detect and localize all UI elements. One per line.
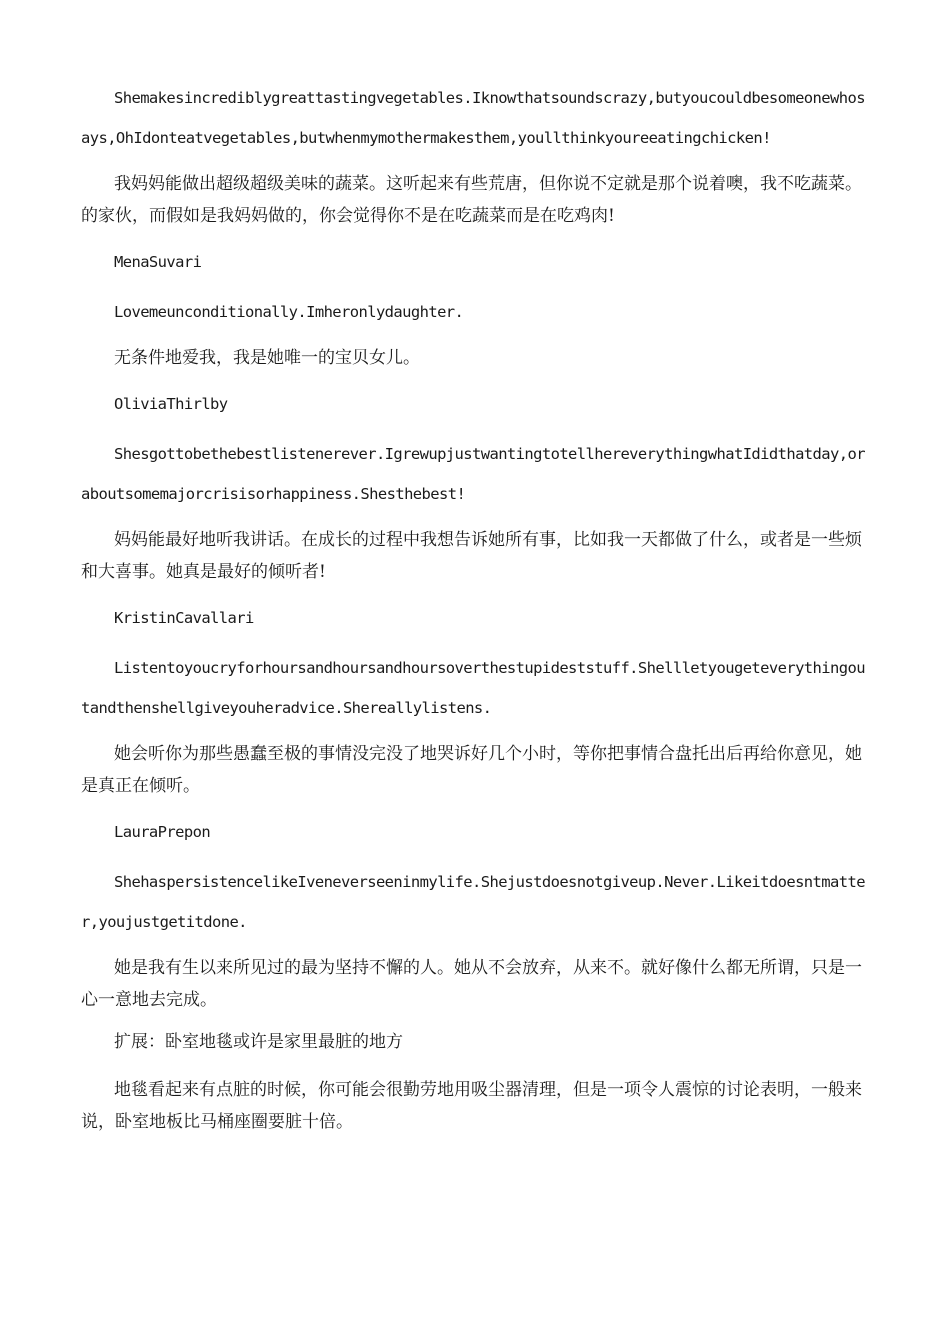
english-paragraph: Lovemeunconditionally.Imheronlydaughter. [114,303,464,321]
chinese-paragraph: 地毯看起来有点脏的时候，你可能会很勤劳地用吸尘器清理，但是一项令人震惊的讨论表明，一般来说，卧室地板比马桶座圈要脏十倍。 [81,1080,862,1132]
person-name: OliviaThirlby [114,395,228,413]
english-paragraph: Listentoyoucryforhoursandhoursandhoursoverthestupideststuff.Shellletyougeteverythingoutandthenshellgiveyouheradvice.Shereallylistens. [81,659,865,717]
chinese-paragraph: 她会听你为那些愚蠢至极的事情没完没了地哭诉好几个小时，等你把事情合盘托出后再给你意见，她是真正在倾听。 [81,744,862,796]
section-heading: 扩展：卧室地毯或许是家里最脏的地方 [114,1032,403,1052]
english-paragraph: Shemakesincrediblygreattastingvegetables.Iknowthatsoundscrazy,butyoucouldbesomeonewhosays,OhIdonteatvegetables,butwhenmymothermakesthem,youllthinkyoureeatingchicken! [81,89,865,147]
chinese-paragraph: 她是我有生以来所见过的最为坚持不懈的人。她从不会放弃，从来不。就好像什么都无所谓，只是一心一意地去完成。 [81,958,862,1010]
person-name: MenaSuvari [114,253,202,271]
person-name: LauraPrepon [114,823,211,841]
chinese-paragraph: 我妈妈能做出超级超级美味的蔬菜。这听起来有些荒唐，但你说不定就是那个说着噢，我不吃蔬菜。的家伙，而假如是我妈妈做的，你会觉得你不是在吃蔬菜而是在吃鸡肉! [81,174,862,226]
english-paragraph: Shesgottobethebestlistenerever.IgrewupjustwantingtotellhereverythingwhatIdidthatday,oraboutsomemajorcrisisorhappiness.Shesthebest! [81,445,865,503]
chinese-paragraph: 无条件地爱我，我是她唯一的宝贝女儿。 [114,348,420,368]
document-body [81,78,869,1138]
english-paragraph: ShehaspersistencelikeIveneverseeninmylife.Shejustdoesnotgiveup.Never.Likeitdoesntmatter,youjustgetitdone. [81,873,865,931]
chinese-paragraph: 妈妈能最好地听我讲话。在成长的过程中我想告诉她所有事，比如我一天都做了什么，或者是一些烦和大喜事。她真是最好的倾听者! [81,530,862,582]
person-name: KristinCavallari [114,609,254,627]
